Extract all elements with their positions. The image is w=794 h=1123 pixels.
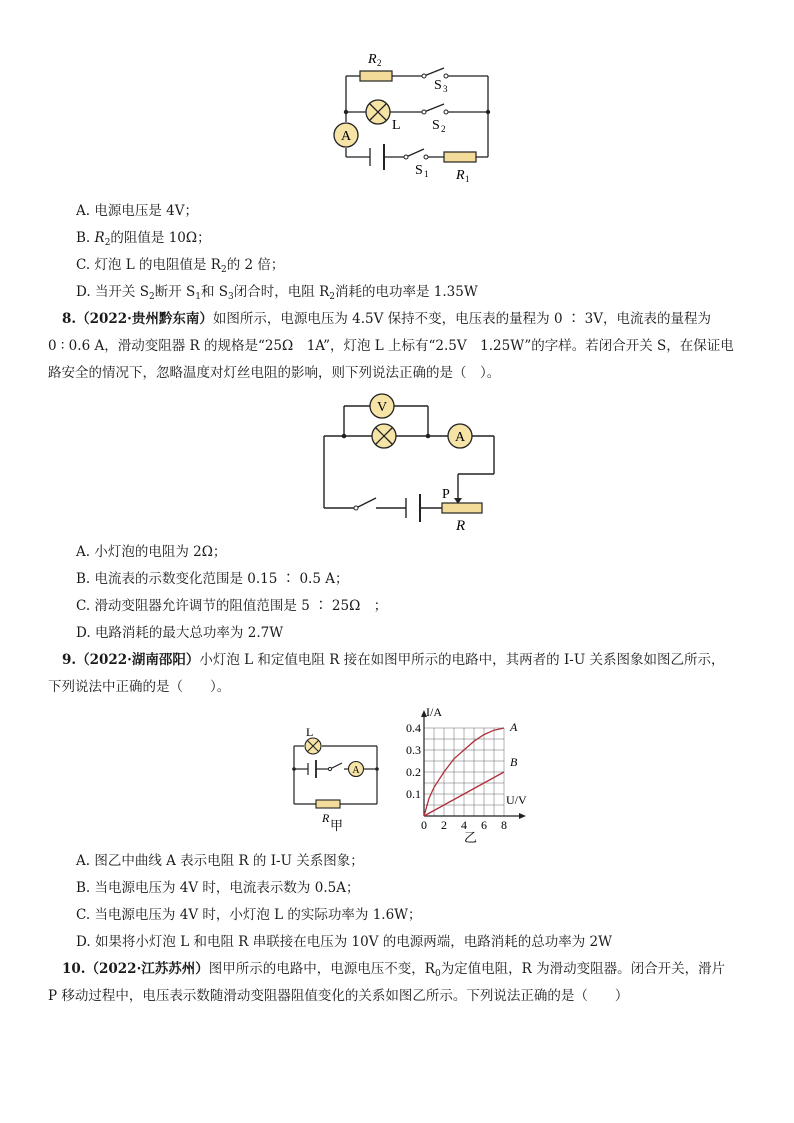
ammeter-label: A <box>454 430 466 445</box>
label-l: L <box>306 725 314 739</box>
caption-jia: 甲 <box>330 818 344 833</box>
x-tick-label: 2 <box>441 818 447 832</box>
label-s3: S <box>434 78 442 93</box>
series-label-B: B <box>510 755 518 769</box>
x-tick-label: 0 <box>421 818 427 832</box>
x-tick-label: 6 <box>481 818 487 832</box>
voltmeter-label: V <box>376 400 388 415</box>
q7-option-a[interactable]: A. 电源电压是 4V； <box>76 203 198 219</box>
iu-chart <box>396 704 536 846</box>
lamp-icon <box>372 424 396 448</box>
ammeter-label: A <box>352 765 360 776</box>
chart-ylabel: I/A <box>426 705 442 719</box>
series-label-A: A <box>510 720 518 734</box>
q8-stem-line3: 路安全的情况下，忽略温度对灯丝电阻的影响，则下列说法正确的是（ ）。 <box>48 365 501 381</box>
x-tick-label: 4 <box>461 818 467 832</box>
label-l: L <box>392 118 401 133</box>
label-p: P <box>442 487 450 502</box>
chart-grid <box>424 728 504 816</box>
y-tick-label: 0.1 <box>406 787 421 801</box>
chart-xlabel: U/V <box>506 793 527 807</box>
y-tick-label: 0.4 <box>406 721 421 735</box>
q7-option-b[interactable]: B. $R_2$的阻值是 10Ω； <box>76 230 211 248</box>
q8-stem-line2: 0 ∶ 0.6 A，滑动变阻器 R 的规格是“25Ω 1A”，灯泡 L 上标有“2.5V 1.25W”的字样。若闭合开关 S，在保证电 <box>48 338 734 354</box>
resistor-r1 <box>444 152 476 162</box>
y-tick-label: 0.3 <box>406 743 421 757</box>
q7-option-d[interactable]: D. 当开关 $S_2$断开 $S_1$和 $S_3$闭合时，电阻 $R_2$消耗的电功率是 1.35W <box>76 284 478 302</box>
ammeter-label: A <box>340 129 352 144</box>
label-s2: S <box>432 118 440 133</box>
q8-option-d[interactable]: D. 电路消耗的最大总功率为 2.7W <box>76 625 284 641</box>
q9-option-c[interactable]: C. 当电源电压为 4V 时，小灯泡 L 的实际功率为 1.6W； <box>76 907 422 923</box>
lamp-l-icon <box>305 738 321 754</box>
x-tick-label: 8 <box>501 818 507 832</box>
chart-caption: 乙 <box>464 830 478 845</box>
label-s1: S <box>415 163 423 178</box>
q10-stem-line2: P 移动过程中，电压表示数随滑动变阻器阻值变化的关系如图乙所示。下列说法正确的是（ ） <box>48 988 629 1004</box>
q9-stem-line2: 下列说法中正确的是（ ）。 <box>48 679 231 695</box>
q9-option-d[interactable]: D. 如果将小灯泡 L 和电阻 R 串联接在电压为 10V 的电源两端，电路消耗的总功率为 2W <box>76 934 612 950</box>
label-r2-sub: 2 <box>377 58 382 68</box>
q9-option-a[interactable]: A. 图乙中曲线 A 表示电阻 R 的 I-U 关系图象； <box>76 853 364 869</box>
q8-option-a[interactable]: A. 小灯泡的电阻为 2Ω； <box>76 544 227 560</box>
resistor-r <box>316 800 340 808</box>
label-r: R <box>456 518 466 534</box>
label-r: R <box>322 811 330 825</box>
q9-stem-line1: 9.（2022·湖南邵阳）小灯泡 L 和定值电阻 R 接在如图甲所示的电路中，其两者的 I-U 关系图象如图乙所示， <box>62 652 725 668</box>
circuit-diagram-q7 <box>320 40 510 190</box>
lamp-l-icon <box>366 100 390 124</box>
rheostat-r <box>442 503 482 513</box>
q8-stem-line1: 8.（2022·贵州黔东南）如图所示，电源电压为 4.5V 保持不变，电压表的量程为 0 ∶ 3V，电流表的量程为 <box>62 311 711 327</box>
q7-option-c[interactable]: C. 灯泡 L 的电阻值是 $R_2$的 2 倍； <box>76 257 285 275</box>
label-r1-sub: 1 <box>465 174 470 184</box>
q8-option-c[interactable]: C. 滑动变阻器允许调节的阻值范围是 5 ∶ 25Ω ； <box>76 598 388 614</box>
q8-option-b[interactable]: B. 电流表的示数变化范围是 0.15 ∶ 0.5 A； <box>76 571 349 587</box>
q10-stem-line1: 10.（2022·江苏苏州）图甲所示的电路中，电源电压不变，$R_0$为定值电阻，R 为滑动变阻器。闭合开关，滑片 <box>62 961 726 979</box>
x-axis-arrow <box>519 813 526 819</box>
circuit-diagram-q8 <box>318 390 508 535</box>
chart-ticks <box>406 721 507 832</box>
label-s2-sub: 2 <box>441 124 446 134</box>
label-s3-sub: 3 <box>443 84 448 94</box>
resistor-r2 <box>360 71 392 81</box>
label-r2: R <box>368 52 377 67</box>
label-s1-sub: 1 <box>424 169 429 179</box>
y-tick-label: 0.2 <box>406 765 421 779</box>
q9-option-b[interactable]: B. 当电源电压为 4V 时，电流表示数为 0.5A； <box>76 880 360 896</box>
label-r1: R <box>456 168 465 183</box>
circuit-diagram-jia <box>282 722 392 834</box>
